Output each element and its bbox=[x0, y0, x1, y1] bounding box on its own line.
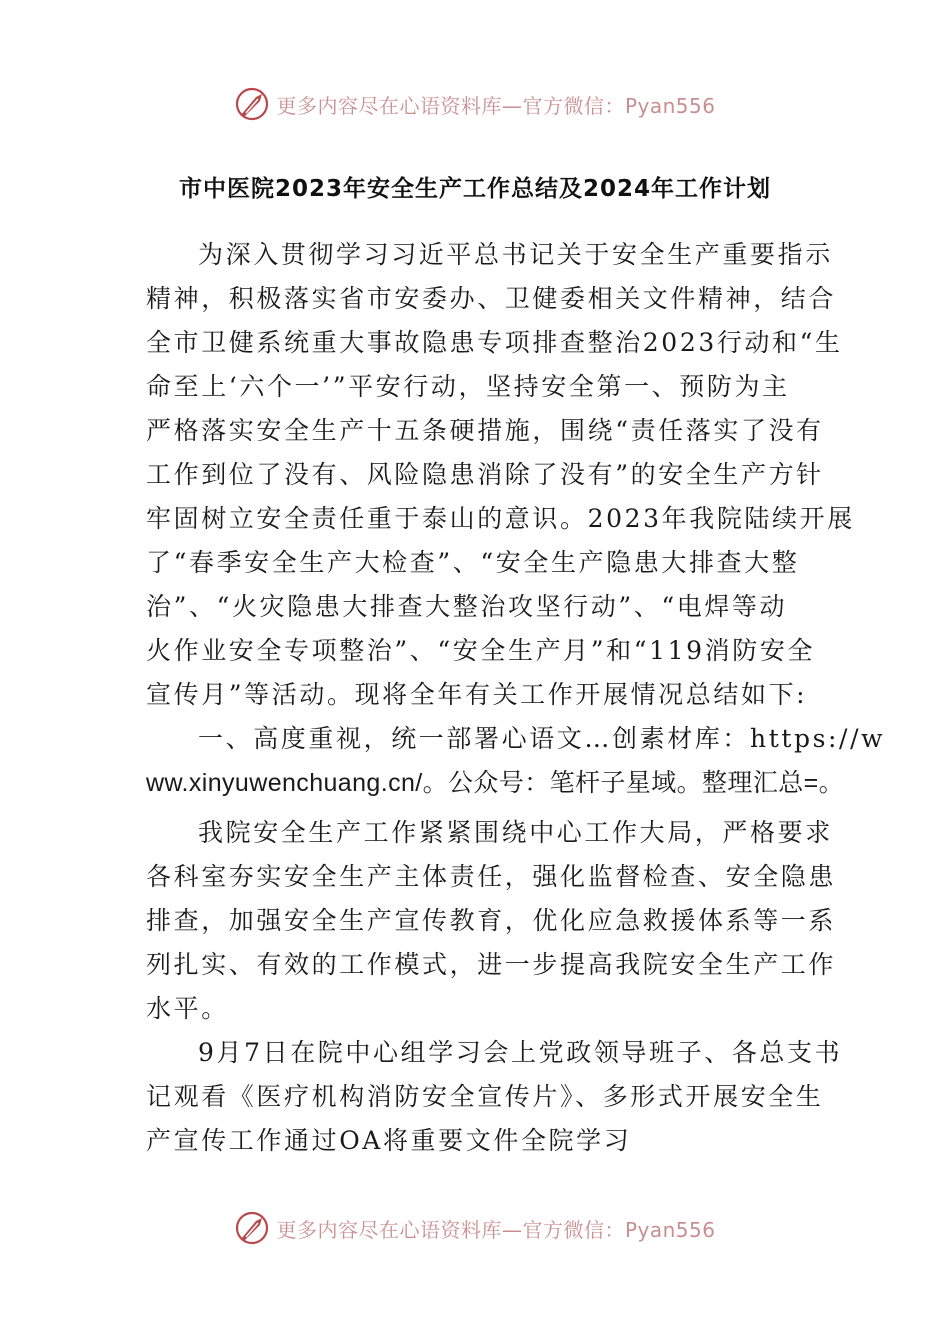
paragraph-line: 我院安全生产工作紧紧围绕中心工作大局，严格要求 bbox=[198, 818, 833, 847]
watermark-banner-bottom bbox=[0, 1206, 950, 1250]
watermark-text: 更多内容尽在心语资料库—官方微信：Pyan556 bbox=[276, 93, 716, 118]
paragraph-line: 记观看《医疗机构消防安全宣传片》、多形式开展安全生 bbox=[146, 1082, 824, 1111]
paragraph-line: 水平。 bbox=[146, 994, 229, 1023]
paragraph-line: ww.xinyuwenchuang.cn/。公众号：笔杆子星域。整理汇总=。 bbox=[146, 769, 845, 797]
paragraph-line: 精神，积极落实省市安委办、卫健委相关文件精神，结合 bbox=[146, 284, 837, 313]
paragraph-line: 全市卫健系统重大事故隐患专项排查整治2023行动和“生 bbox=[146, 328, 843, 357]
paragraph-line: 一、高度重视，统一部署心语文…创素材库：https://w bbox=[198, 724, 886, 753]
paragraph-line: 火作业安全专项整治”、“安全生产月”和“119消防安全 bbox=[146, 636, 816, 665]
paragraph-line: 9月7日在院中心组学习会上党政领导班子、各总支书 bbox=[198, 1038, 843, 1067]
paragraph-line: 各科室夯实安全生产主体责任，强化监督检查、安全隐患 bbox=[146, 862, 837, 891]
paragraph-line: 宣传月”等活动。现将全年有关工作开展情况总结如下: bbox=[146, 680, 808, 709]
page-title: 市中医院2023年安全生产工作总结及2024年工作计划 bbox=[178, 176, 772, 202]
watermark-banner-top bbox=[0, 82, 950, 126]
paragraph-line: 为深入贯彻学习习近平总书记关于安全生产重要指示 bbox=[198, 240, 833, 269]
pen-nib-logo-icon bbox=[234, 1210, 270, 1246]
paragraph-line: 严格落实安全生产十五条硬措施，围绕“责任落实了没有 bbox=[146, 416, 824, 445]
watermark-text: 更多内容尽在心语资料库—官方微信：Pyan556 bbox=[276, 1217, 716, 1242]
pen-nib-logo-icon bbox=[234, 86, 270, 122]
paragraph-line: 治”、“火灾隐患大排查大整治攻坚行动”、“电焊等动 bbox=[146, 592, 788, 621]
paragraph-line: 牢固树立安全责任重于泰山的意识。2023年我院陆续开展 bbox=[146, 504, 855, 533]
paragraph-line: 命至上‘六个一’”平安行动，坚持安全第一、预防为主 bbox=[146, 372, 790, 401]
paragraph-line: 产宣传工作通过OA将重要文件全院学习 bbox=[146, 1126, 632, 1155]
paragraph-line: 了“春季安全生产大检查”、“安全生产隐患大排查大整 bbox=[146, 548, 800, 577]
paragraph-line: 排查，加强安全生产宣传教育，优化应急救援体系等一系 bbox=[146, 906, 837, 935]
paragraph-line: 列扎实、有效的工作模式，进一步提高我院安全生产工作 bbox=[146, 950, 837, 979]
paragraph-line: 工作到位了没有、风险隐患消除了没有”的安全生产方针 bbox=[146, 460, 824, 489]
